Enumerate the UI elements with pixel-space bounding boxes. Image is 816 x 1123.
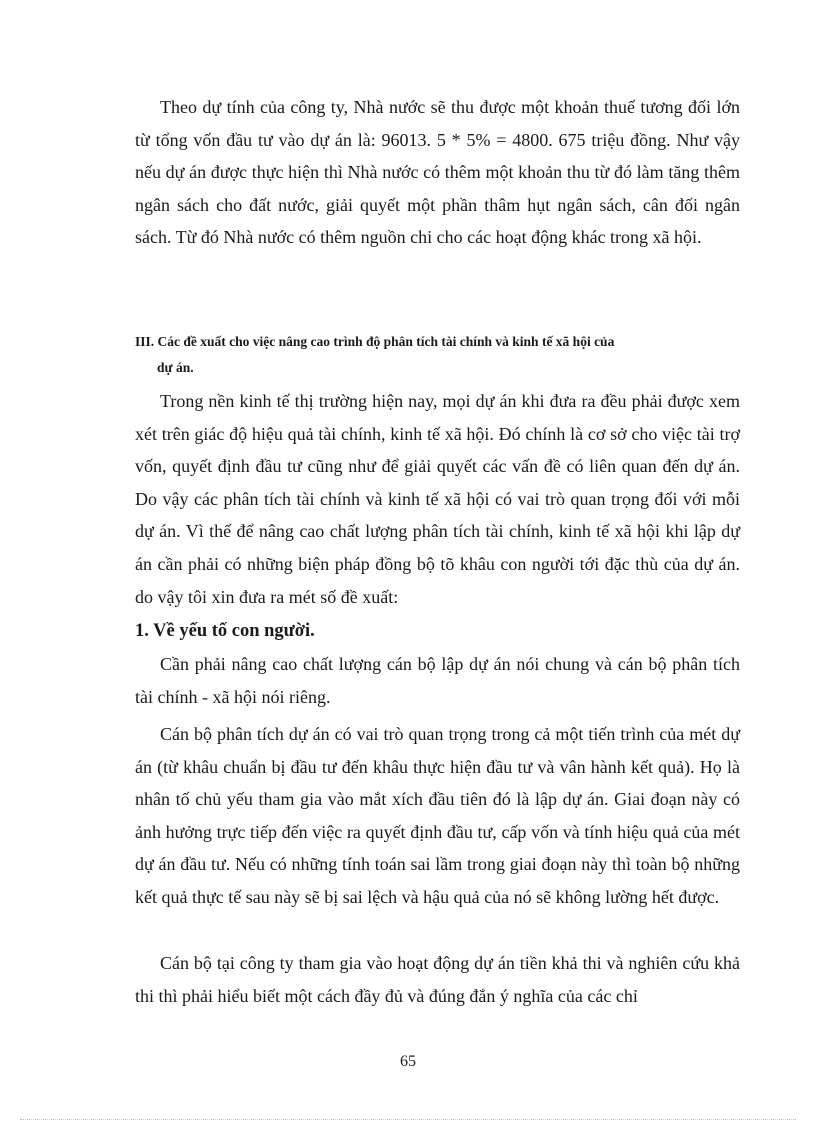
- page-bottom-divider: [20, 1119, 796, 1120]
- paragraph-tax-revenue: Theo dự tính của công ty, Nhà nước sẽ thu được một khoản thuế tương đối lớn từ tổng vốn đầu tư vào dự án là: 96013. 5 * 5% = 4800. 675 triệu đồng. Như vậy nếu dự án được thực hiện thì Nhà nước có thêm một khoản thu từ đó làm tăng thêm ngân sách cho đất nước, giải quyết một phần thâm hụt ngân sách, cân đối ngân sách. Từ đó Nhà nước có thêm nguồn chi cho các hoạt động khác trong xã hội.: [135, 97, 740, 248]
- subheading-human-factor: 1. Về yếu tố con người.: [135, 621, 315, 641]
- paragraph-market-economy: Trong nền kinh tế thị trường hiện nay, mọi dự án khi đưa ra đều phải được xem xét trên giác độ hiệu quả tài chính, kinh tế xã hội. Đó chính là cơ sở cho việc tài trợ vốn, quyết định đầu tư cũng như để giải quyết các vấn đề có liên quan đến dự án. Do vậy các phân tích tài chính và kinh tế xã hội có vai trò quan trọng đối với mỗi dự án. Vì thế để nâng cao chất lượng phân tích tài chính, kinh tế xã hội khi lập dự án cần phải có những biện pháp đồng bộ tõ khâu con người tới đặc thù của dự án. do vậy tôi xin đưa ra mét số đề xuất:: [135, 391, 740, 607]
- paragraph-analyst-role: Cán bộ phân tích dự án có vai trò quan trọng trong cả một tiến trình của mét dự án (từ khâu chuẩn bị đầu tư đến khâu thực hiện đầu tư và vân hành kết quả). Họ là nhân tố chủ yếu tham gia vào mắt xích đầu tiên đó là lập dự án. Giai đoạn này có ảnh hưởng trực tiếp đến việc ra quyết định đầu tư, cấp vốn và tính hiệu quả của mét dự án đầu tư. Nếu có những tính toán sai lầm trong giai đoạn này thì toàn bộ những kết quả thực tế sau này sẽ bị sai lệch và hậu quả của nó sẽ không lường hết được.: [135, 724, 740, 907]
- paragraph-staff-quality: Cần phải nâng cao chất lượng cán bộ lập dự án nói chung và cán bộ phân tích tài chính - xã hội nói riêng.: [135, 654, 740, 707]
- paragraph-feasibility-staff: Cán bộ tại công ty tham gia vào hoạt động dự án tiền khả thi và nghiên cứu khả thi thì phải hiểu biết một cách đầy đủ và đúng đắn ý nghĩa của các chỉ: [135, 953, 740, 1006]
- page-number: 65: [400, 1053, 416, 1070]
- section-heading-line-2: dự án.: [157, 360, 194, 375]
- section-heading: [135, 329, 740, 381]
- section-heading-line-1: III. Các đề xuất cho việc nâng cao trình độ phân tích tài chính và kinh tế xã hội của: [135, 334, 615, 349]
